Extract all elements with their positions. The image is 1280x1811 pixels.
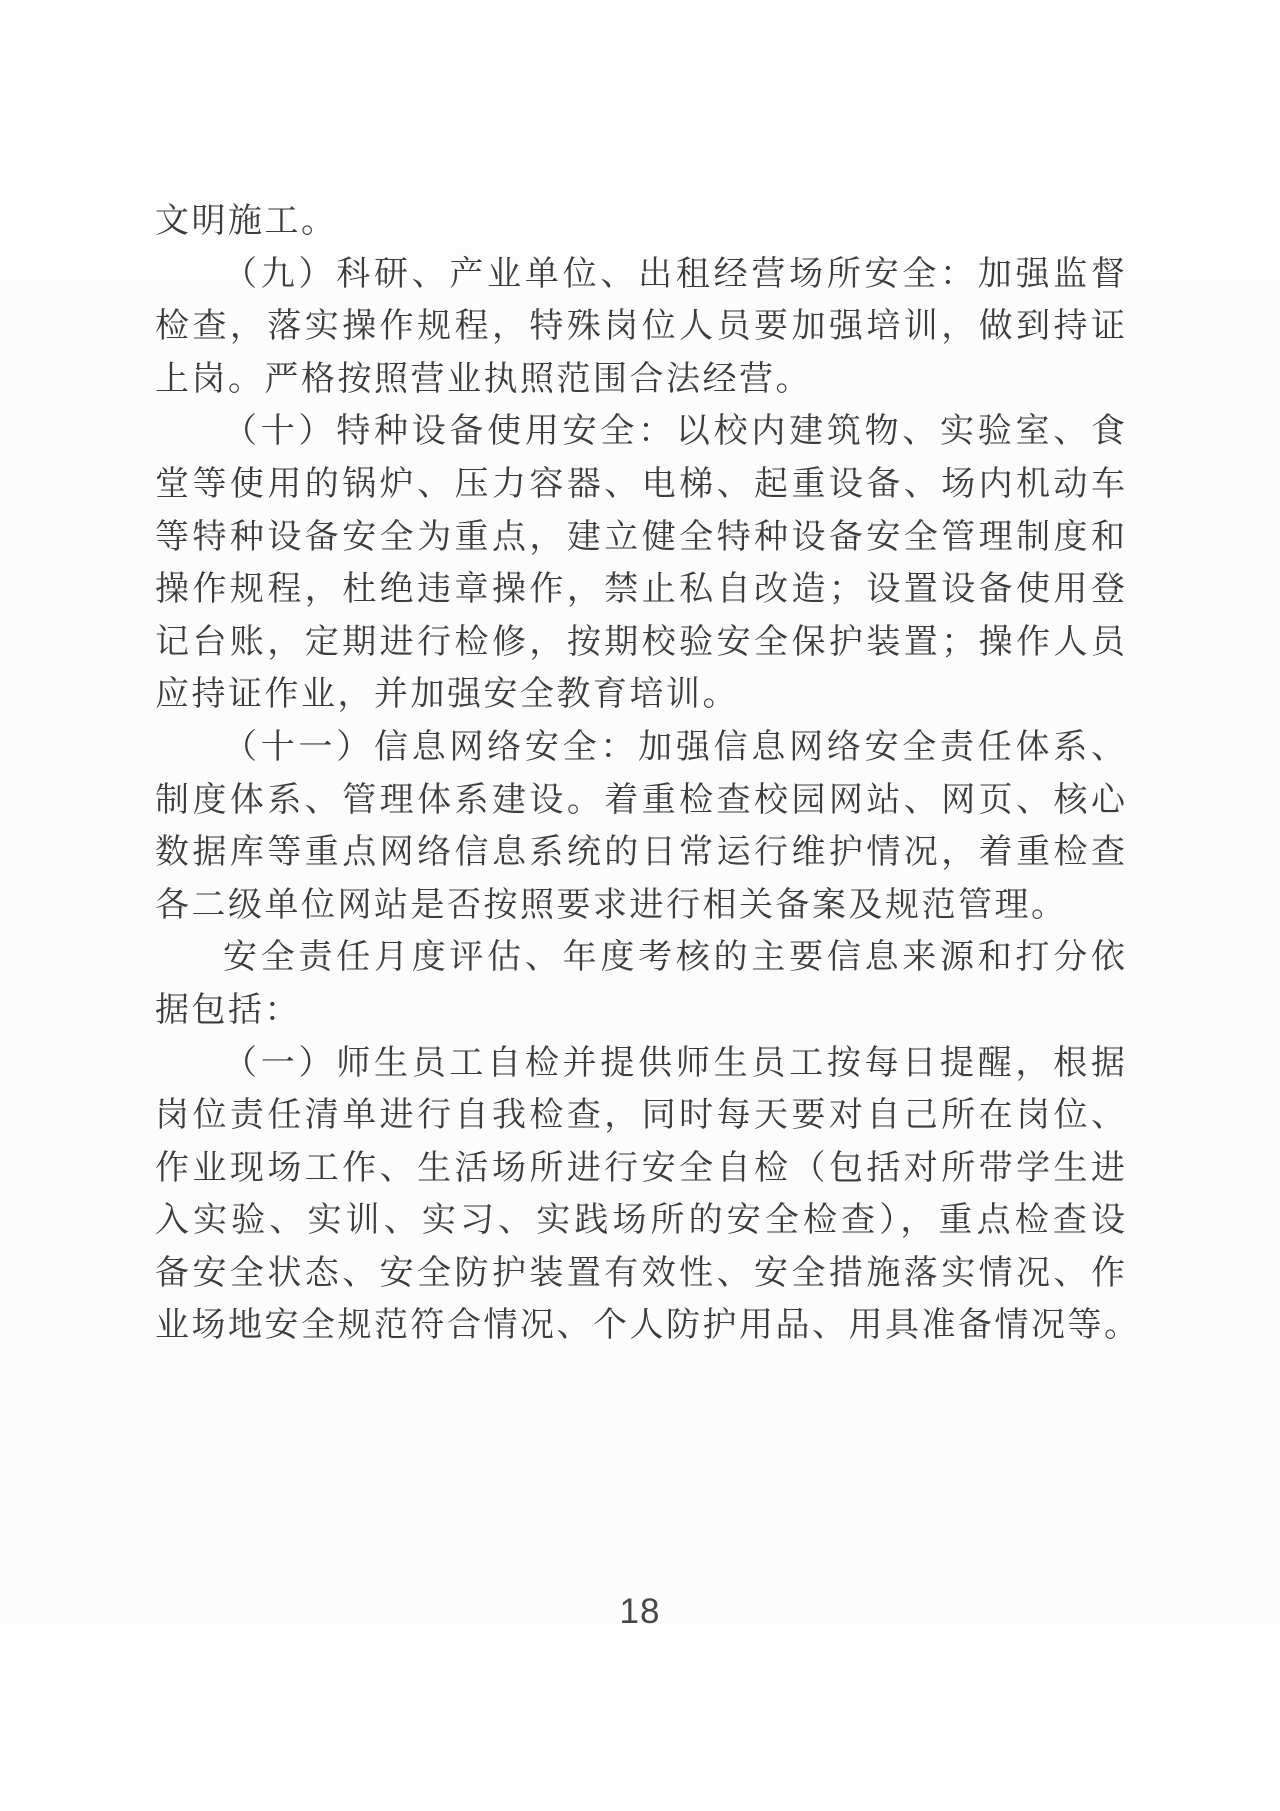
text-line: 制度体系、管理体系建设。着重检查校园网站、网页、核心 xyxy=(155,781,1125,819)
document-body xyxy=(155,196,1141,1353)
text-line: 上岗。严格按照营业执照范围合法经营。 xyxy=(155,360,812,398)
text-line: 据包括： xyxy=(155,991,301,1029)
text-line: 记台账，定期进行检修，按期校验安全保护装置；操作人员 xyxy=(155,623,1125,661)
text-line: 应持证作业，并加强安全教育培训。 xyxy=(155,676,739,714)
text-line: 检查，落实操作规程，特殊岗位人员要加强培训，做到持证 xyxy=(155,308,1125,346)
text-line: 操作规程，杜绝违章操作，禁止私自改造；设置设备使用登 xyxy=(155,571,1125,609)
text-line: 安全责任月度评估、年度考核的主要信息来源和打分依 xyxy=(223,939,1125,977)
text-line: 文明施工。 xyxy=(155,203,338,240)
text-line: （十一）信息网络安全：加强信息网络安全责任体系、 xyxy=(223,728,1125,766)
text-line: （一）师生员工自检并提供师生员工按每日提醒，根据 xyxy=(223,1044,1125,1082)
text-line: 岗位责任清单进行自我检查，同时每天要对自己所在岗位、 xyxy=(155,1097,1125,1135)
text-line: 数据库等重点网络信息系统的日常运行维护情况，着重检查 xyxy=(155,834,1125,872)
text-line: 等特种设备安全为重点，建立健全特种设备安全管理制度和 xyxy=(155,518,1125,556)
text-line: 入实验、实训、实习、实践场所的安全检查），重点检查设 xyxy=(155,1202,1125,1240)
page-number: 18 xyxy=(619,1592,661,1631)
text-line: 各二级单位网站是否按照要求进行相关备案及规范管理。 xyxy=(155,886,1068,924)
text-line: 业场地安全规范符合情况、个人防护用品、用具准备情况等。 xyxy=(155,1307,1141,1345)
text-line: 备安全状态、安全防护装置有效性、安全措施落实情况、作 xyxy=(155,1254,1125,1292)
text-line: 堂等使用的锅炉、压力容器、电梯、起重设备、场内机动车 xyxy=(155,465,1125,503)
text-line: （九）科研、产业单位、出租经营场所安全：加强监督 xyxy=(223,255,1125,293)
text-line: 作业现场工作、生活场所进行安全自检（包括对所带学生进 xyxy=(155,1149,1125,1187)
text-line: （十）特种设备使用安全：以校内建筑物、实验室、食 xyxy=(223,413,1125,451)
